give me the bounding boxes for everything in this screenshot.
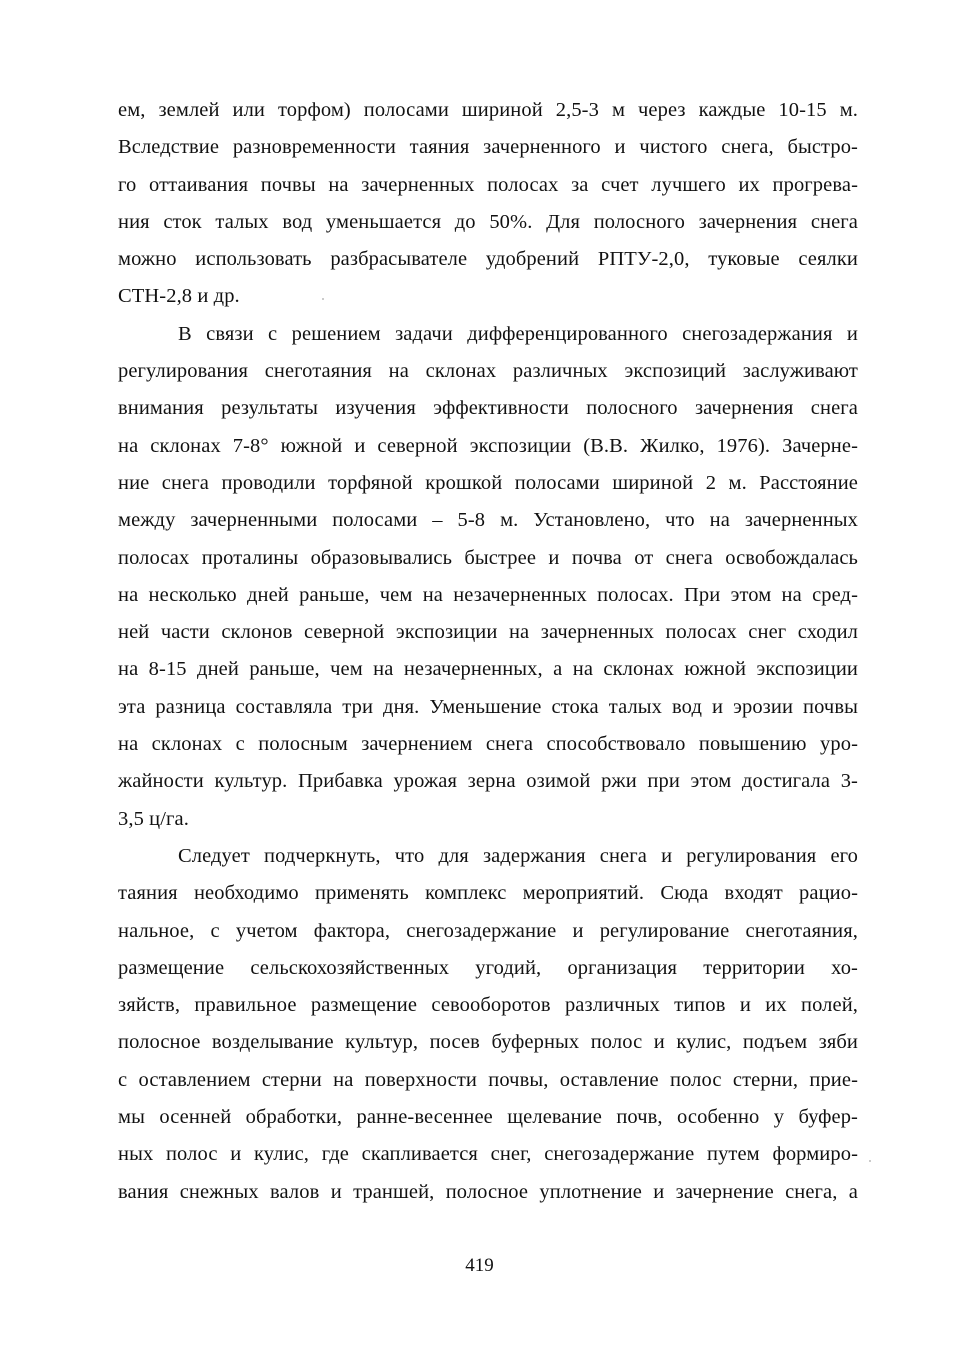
text-line: ней части склонов северной экспозиции на зачерненных полосах снег сходил — [118, 621, 858, 644]
text-line: между зачерненными полосами – 5-8 м. Установлено, что на зачерненных — [118, 509, 858, 532]
text-line: 3,5 ц/га. — [118, 807, 189, 830]
text-line: ния сток талых вод уменьшается до 50%. Для полосного зачернения снега — [118, 210, 858, 233]
text-line: на склонах с полосным зачернением снега способствовало повышению уро- — [118, 733, 858, 756]
page-number: 419 — [465, 1255, 494, 1276]
paragraph-1 — [118, 92, 858, 316]
text-line: с оставлением стерни на поверхности почвы, оставление полос стерни, прие- — [118, 1068, 858, 1091]
text-line: эта разница составляла три дня. Уменьшение стока талых вод и эрозии почвы — [118, 695, 858, 718]
paragraph-2 — [118, 316, 858, 838]
text-line: СТН-2,8 и др. — [118, 285, 240, 308]
text-line: размещение сельскохозяйственных угодий, организация территории хо- — [118, 956, 858, 979]
text-line: ние снега проводили торфяной крошкой полосами шириной 2 м. Расстояние — [118, 471, 858, 494]
text-line: можно использовать разбрасывателе удобрений РПТУ-2,0, туковые сеялки — [118, 248, 858, 271]
scan-speck — [322, 298, 324, 300]
text-line: ем, землей или торфом) полосами шириной 2,5-3 м через каждые 10-15 м. — [118, 99, 858, 121]
text-line: жайности культур. Прибавка урожая зерна озимой ржи при этом достигала 3- — [118, 770, 858, 793]
text-line: регулирования снеготаяния на склонах различных экспозиций заслуживают — [118, 360, 858, 383]
text-line: полосное возделывание культур, посев буферных полос и кулис, подъем зяби — [118, 1031, 858, 1054]
text-line: на 8-15 дней раньше, чем на незачерненных, а на склонах южной экспозиции — [118, 658, 858, 681]
text-line: на несколько дней раньше, чем на незачерненных полосах. При этом на сред- — [118, 583, 858, 606]
text-line: таяния необходимо применять комплекс мероприятий. Сюда входят рацио- — [118, 882, 858, 905]
paragraph-3 — [118, 838, 858, 1211]
text-line: В связи с решением задачи дифференцированного снегозадержания и — [178, 322, 858, 345]
text-line: зяйств, правильное размещение севооборотов различных типов и их полей, — [118, 994, 858, 1017]
body-text — [118, 92, 858, 1211]
text-line: мы осенней обработки, ранне-весеннее щелевание почв, особенно у буфер- — [118, 1106, 858, 1129]
text-line: на склонах 7-8° южной и северной экспозиции (В.В. Жилко, 1976). Зачерне- — [118, 434, 858, 457]
text-line: Следует подчеркнуть, что для задержания снега и регулирования его — [178, 844, 858, 867]
text-line: го оттаивания почвы на зачерненных полосах за счет лучшего их прогрева- — [118, 173, 858, 196]
text-line: ных полос и кулис, где скапливается снег, снегозадержание путем формиро- — [118, 1143, 858, 1166]
text-line: вания снежных валов и траншей, полосное уплотнение и зачернение снега, а — [118, 1180, 858, 1203]
text-line: внимания результаты изучения эффективности полосного зачернения снега — [118, 397, 858, 420]
text-line: нальное, с учетом фактора, снегозадержание и регулирование снеготаяния, — [118, 919, 858, 942]
text-line: полосах проталины образовывались быстрее и почва от снега освобождалась — [118, 546, 858, 569]
scan-speck — [869, 1160, 871, 1162]
text-line: Вследствие разновременности таяния зачерненного и чистого снега, быстро- — [118, 136, 858, 159]
